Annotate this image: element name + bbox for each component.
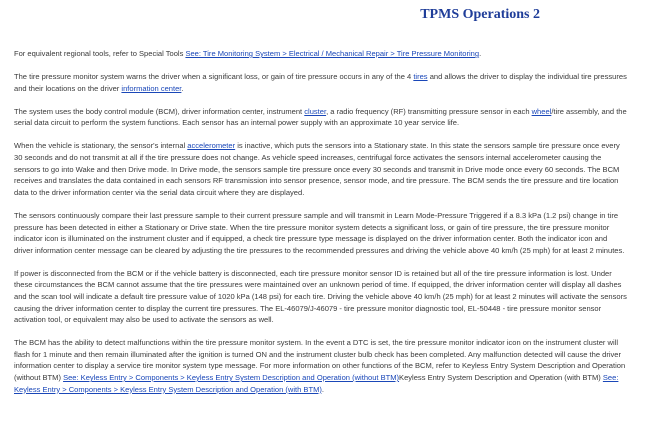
link-cluster[interactable]: cluster bbox=[304, 106, 327, 116]
text: and allows the driver to display the individual tire pressures and their locations on the driver bbox=[14, 72, 627, 93]
link-tires[interactable]: tires bbox=[413, 72, 428, 82]
text: . bbox=[321, 384, 324, 394]
text: The sensors continuously compare their last pressure sample to their current pressure sample and will transmit in Learn Mode-Pressure Triggered if a 8.3 kPa (1.2 psi) change in tire pressure has been detected in either a Stationary or Drive state. When the tire pressure monitor system detects a significant loss, or gain of tire pressure, the tire pressure monitor indicator icon is illuminated on the instrument cluster and if equipped, a check tire pressure type message is displayed on the driver information center. Both the indicator icon and driver information center message can be cleared by adjusting the tire pressures to the recommended pressures and driving the vehicle above 40 km/h (25 mph) for at least 2 minutes. bbox=[14, 210, 625, 255]
paragraph-sensor-modes bbox=[14, 140, 628, 198]
text: The tire pressure monitor system warns the driver when a significant loss, or gain of tire pressure occurs in any of the 4 bbox=[14, 72, 414, 82]
text: If power is disconnected from the BCM or if the vehicle battery is disconnected, each tire pressure monitor sensor ID is retained but all of the tire pressure information is lost. Under these circumstances the BCM cannot assume that the tire pressures were maintained over an unknown period of time. If equipped, the driver information center will display all dashes and the scan tool will indicate a default tire pressure value of 1020 kPa (148 psi) for each tire. Driving the vehicle above 40 km/h (25 mph) for at least 2 minutes will activate the sensors causing the driver information center to display the current tire pressures. The EL-46079/J-46079 - tire pressure monitor diagnostic tool, EL-50448 - tire pressure monitor sensor activation tool, or equivalent may also be used to activate the sensors as well. bbox=[14, 268, 627, 325]
paragraph-malfunction-detection bbox=[14, 337, 628, 395]
paragraph-system-overview bbox=[14, 71, 628, 94]
paragraph-power-disconnect bbox=[14, 268, 628, 326]
text: , a radio frequency (RF) transmitting pressure sensor in each bbox=[326, 106, 532, 116]
text: For equivalent regional tools, refer to Special Tools bbox=[14, 49, 186, 58]
text: The BCM has the ability to detect malfunctions within the tire pressure monitor system. In the event a DTC is set, the tire pressure monitor indicator icon on the instrument cluster will flash for 1 minute and then remain illuminated after the ignition is turned ON and the instrument cluster bulb check has been completed. Any malfunction detected will cause the driver information center to display a service tire monitor system type message. For more information on other functions of the BCM, refer to Keyless Entry System Description and Operation (without BTM) bbox=[14, 338, 626, 383]
link-tire-pressure-monitoring[interactable]: See: Tire Monitoring System > Electrical / Mechanical Repair > Tire Pressure Monitoring bbox=[185, 49, 480, 58]
text: When the vehicle is stationary, the sensor's internal bbox=[14, 141, 188, 151]
link-accelerometer[interactable]: accelerometer bbox=[187, 141, 236, 151]
paragraph-special-tools bbox=[14, 48, 628, 60]
text: The system uses the body control module (BCM), driver information center, instrument bbox=[14, 106, 305, 116]
link-keyless-entry-without-btm[interactable]: See: Keyless Entry > Components > Keyless Entry System Description and Operation (without BTM) bbox=[63, 373, 400, 383]
document-body bbox=[14, 48, 628, 407]
text: . bbox=[181, 83, 184, 93]
text: /tire assembly, and the serial data circuit to perform the system functions. Each sensor has an internal power supply with an approximate 10 year service life. bbox=[14, 106, 627, 128]
paragraph-pressure-triggered bbox=[14, 210, 628, 256]
link-wheel[interactable]: wheel bbox=[531, 106, 552, 116]
text: . bbox=[479, 49, 482, 58]
paragraph-system-components bbox=[14, 106, 628, 129]
text: Keyless Entry System Description and Operation (with BTM) bbox=[399, 373, 603, 383]
link-information-center[interactable]: information center bbox=[121, 83, 182, 93]
page-title: TPMS Operations 2 bbox=[420, 7, 540, 22]
text: is inactive, which puts the sensors into a Stationary state. In this state the sensors sample tire pressure once every 30 seconds and do not transmit at all if the tire pressure does not change. As vehicle speed increases, centrifugal force activates the sensors internal accelerometer causing the sensors to go into Wake and then Drive mode. In Drive mode, the sensors sample tire pressure once every 30 seconds and transmit in Drive mode once every 60 seconds. The BCM receives and translates the data contained in each sensors RF transmission into sensor presence, sensor mode, and tire pressure. The BCM sends the tire pressure and tire location data to the driver information center via the serial data circuit where they are displayed. bbox=[14, 141, 620, 197]
link-keyless-entry-with-btm[interactable]: See: Keyless Entry > Components > Keyless Entry System Description and Operation (with BTM) bbox=[14, 373, 619, 394]
